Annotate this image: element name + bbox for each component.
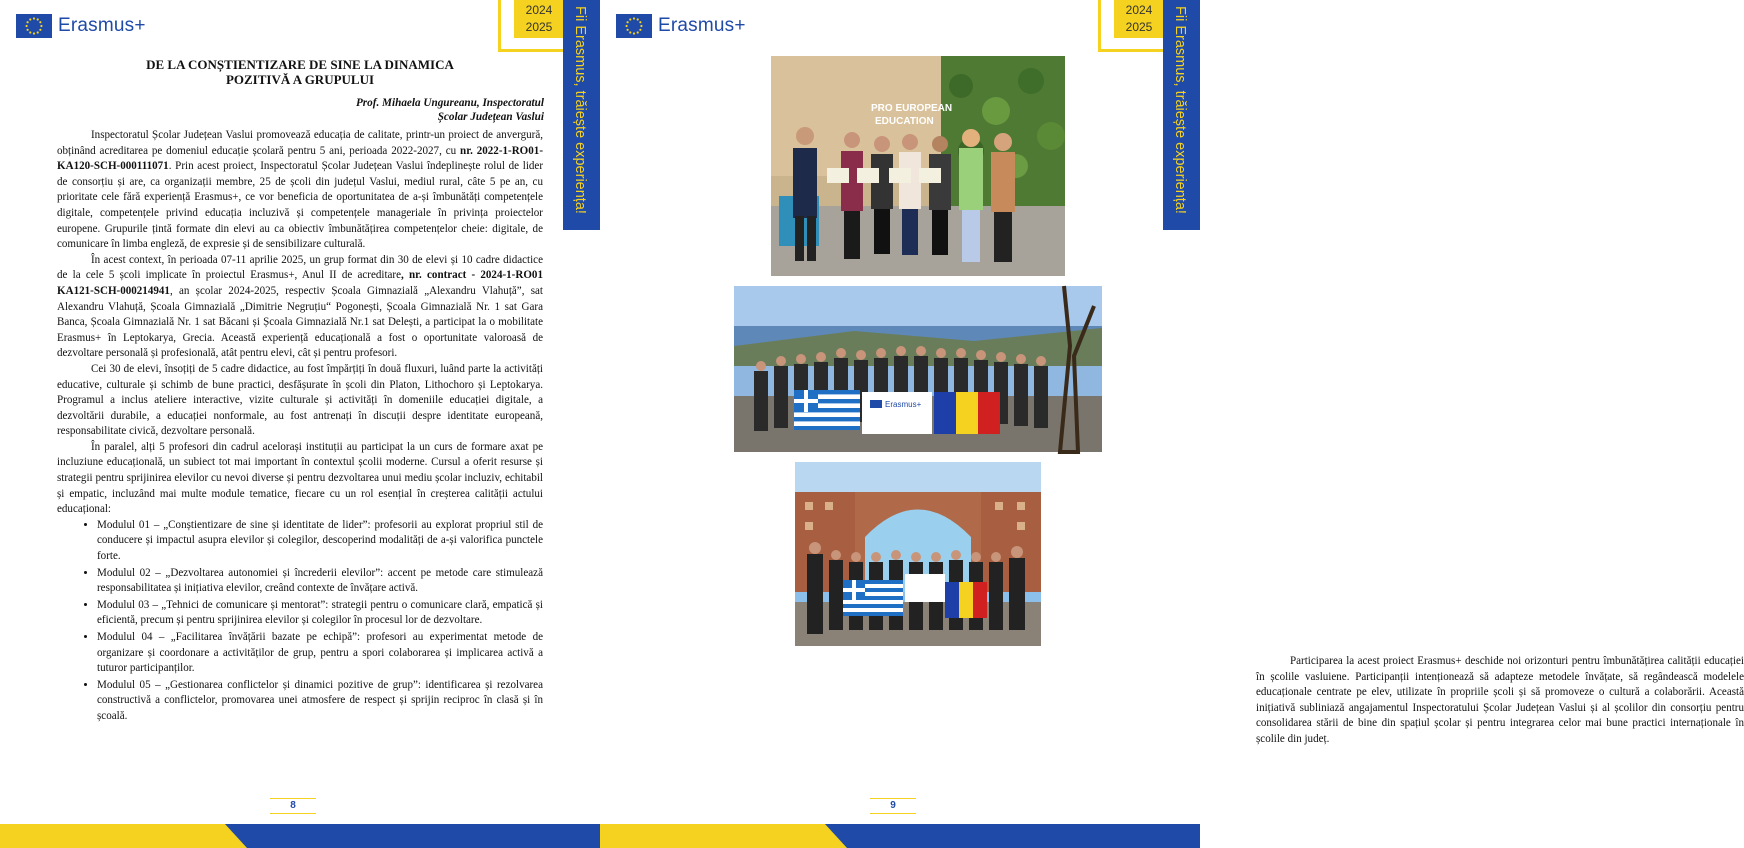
closing-paragraph: Participarea la acest proiect Erasmus+ deschide noi orizonturi pentru îmbunătățirea calității educației în școlile vasluiene. Participanții intenționează să adapteze metodele învățate, să regândească modelele educaționale centrate pe elev, utilizate în propriile școli și să promoveze o cultură a colaborării. Această inițiativă subliniază angajamentul Inspectoratului Școlar Județean Vaslui și al școlilor din consorțiu pentru consolidarea stării de bine din spațiul școlar și pentru integrarea celor mai bune practici internaționale în școlile din județ.	[1256, 655, 1744, 745]
year-start: 2024	[525, 3, 553, 17]
year-badge	[1114, 0, 1164, 38]
side-banner	[563, 0, 600, 230]
year-end: 2025	[1125, 20, 1153, 34]
title-line-2: POZITIVĂ A GRUPULUI	[225, 72, 375, 87]
list-item: • Modulul 05 – „Gestionarea conflictelor și dinamici pozitive de grup”: identificarea și rezolvarea constructivă a conflictelor, promovarea unei atmosfere de respect și sprijin reciproc în clasă și în școală.	[97, 678, 543, 725]
footer-blue-band	[825, 824, 1200, 848]
article-title	[60, 57, 540, 87]
year-end: 2025	[525, 20, 553, 34]
text-run: . Prin acest proiect, Inspectoratul Școlar Județean Vaslui îndeplinește rolul de lider de consorțiu și are, ca organizații membre, 25 de școli din județul Vaslui, mediul rural, câte 5 pe an, cu prioritate cele fără experiență Erasmus+, ce vor beneficia de oportunitatea de a-și îmbunătăți competențele digitale, competențele privind educația incluzivă și competențele manageriale în privința proiectelor europene. Grupurile țintă formate din elevi au ca obiectiv îmbunătățirea competențelor cheie: digitale, de comunicare în limba engleză, de expresie și de sensibilizare culturală.	[57, 160, 543, 251]
sign-text: EDUCATION	[875, 116, 934, 127]
closing-text	[1256, 654, 1744, 748]
page-left	[0, 0, 600, 848]
author-block	[300, 96, 544, 124]
side-slogan: Fii Erasmus, trăiește experiența!	[1172, 6, 1188, 214]
photo-group-flags	[734, 286, 1102, 452]
contract-number: , nr. contract - 2024-1-RO01 KA121-SCH-000214941	[57, 269, 543, 297]
photo-certificates	[771, 56, 1065, 276]
greek-flag-icon	[843, 580, 903, 616]
article-body	[57, 128, 543, 726]
module-list	[57, 518, 543, 725]
text-run: Inspectoratul Școlar Județean Vaslui promovează educația de calitate, printr-un proiect de anvergură, obținând acreditarea pe domeniul educație școlară pentru 5 ani, perioada 2022-2027, cu	[57, 129, 543, 157]
year-badge	[514, 0, 564, 38]
page-number: 8	[270, 798, 316, 814]
text-run: , an școlar 2024-2025, respectiv Școala Gimnazială „Alexandru Vlahuță”, sat Alexandru Vlahuță, Școala Gimnazială „Dimitrie Negruțiu“ Pogonești, Școala Gimnazială Nr. 1 sat Gara Banca, Școala Gimnazială Nr. 1 sat Băcani și Școala Gimnazială Nr.1 sat Delești, a participat la o mobilitate Erasmus+ în Leptokarya, Grecia. Această experiență educațională a fost o oportunitate valoroasă de dezvoltare personală și profesională, atât pentru elevi, cât și pentru profesori.	[57, 284, 543, 360]
page-number: 9	[870, 798, 916, 814]
list-item: • Modulul 03 – „Tehnici de comunicare și mentorat”: strategii pentru o comunicare clară, empatică și eficientă, precum și pentru sprijinirea elevilor și colegilor în procesul lor de dezvoltare.	[97, 598, 543, 629]
list-item: • Modulul 02 – „Dezvoltarea autonomiei și încrederii elevilor”: accent pe metode care stimulează responsabilitatea și inițiativa elevilor, creând contexte de învățare activă.	[97, 566, 543, 597]
erasmus-banner	[905, 574, 945, 602]
logo-text: Erasmus+	[658, 15, 746, 36]
page-right	[600, 0, 1744, 848]
footer-blue-band	[225, 824, 600, 848]
eu-flag-icon	[16, 14, 52, 38]
greek-flag-icon	[794, 390, 860, 430]
text-run: În acest context, în perioada 07-11 aprilie 2025, un grup format din 30 de elevi și 10 cadre didactice de la cele 5 școli implicate în proiectul Erasmus+, Anul II de acreditare	[57, 253, 543, 282]
photo-group-gate	[795, 462, 1041, 646]
year-start: 2024	[1125, 3, 1153, 17]
romanian-flag-icon	[945, 582, 987, 618]
logo-text: Erasmus+	[58, 15, 146, 36]
romanian-flag-icon	[934, 392, 1000, 434]
paragraph-2	[57, 253, 543, 362]
eu-flag-icon	[616, 14, 652, 38]
author-line-1: Prof. Mihaela Ungureanu, Inspectoratul	[355, 97, 544, 109]
accreditation-number: nr. 2022-1-RO01-KA120-SCH-000111071	[57, 144, 543, 173]
erasmus-logo	[616, 14, 746, 38]
erasmus-logo	[16, 14, 146, 38]
side-slogan: Fii Erasmus, trăiește experiența!	[572, 6, 588, 214]
list-item: • Modulul 01 – „Conștientizare de sine și identitate de lider”: profesorii au explorat propriul stil de conducere și impactul asupra elevilor și colegilor, descoperind modalități de a-și valorifica punctele forte.	[97, 518, 543, 565]
paragraph-4: În paralel, alți 5 profesori din cadrul acelorași instituții au participat la un curs de formare axat pe incluziune educațională, un subiect tot mai important în contextul școlii moderne. Cursul a oferit resurse și strategii pentru sprijinirea elevilor cu nevoi diverse și pentru dezvoltarea unui mediu școlar incluziv, echitabil și empatic, incluzând mai multe module tematice, fiecare cu un rol esențial în creșterea calității actului educațional:	[57, 440, 543, 516]
title-line-1: DE LA CONȘTIENTIZARE DE SINE LA DINAMICA	[146, 57, 454, 72]
banner-text: Erasmus+	[885, 400, 922, 409]
side-banner	[1163, 0, 1200, 230]
sign-text: PRO EUROPEAN	[871, 103, 953, 114]
paragraph-1	[57, 128, 543, 253]
author-line-2: Școlar Județean Vaslui	[437, 111, 544, 123]
paragraph-3: Cei 30 de elevi, însoțiți de 5 cadre didactice, au fost împărțiți în două fluxuri, luând parte la activități educative, culturale și schimb de bune practici, desfășurate în școli din Platon, Lithochoro și Leptokarya. Programul a inclus ateliere interactive, vizite culturale și activități în domeniile educației digitale, a dezvoltării durabile, a educației nonformale, au fost antrenați în discuții despre identitate europeană, responsabilitate civică, dezvoltare personală.	[57, 362, 543, 438]
list-item: • Modulul 04 – „Facilitarea învățării bazate pe echipă”: profesori au experimentat metode de organizare și coordonare a activităților de grup, pentru a spori colaborarea și implicarea activă a tuturor participanților.	[97, 630, 543, 677]
erasmus-banner	[862, 392, 932, 434]
